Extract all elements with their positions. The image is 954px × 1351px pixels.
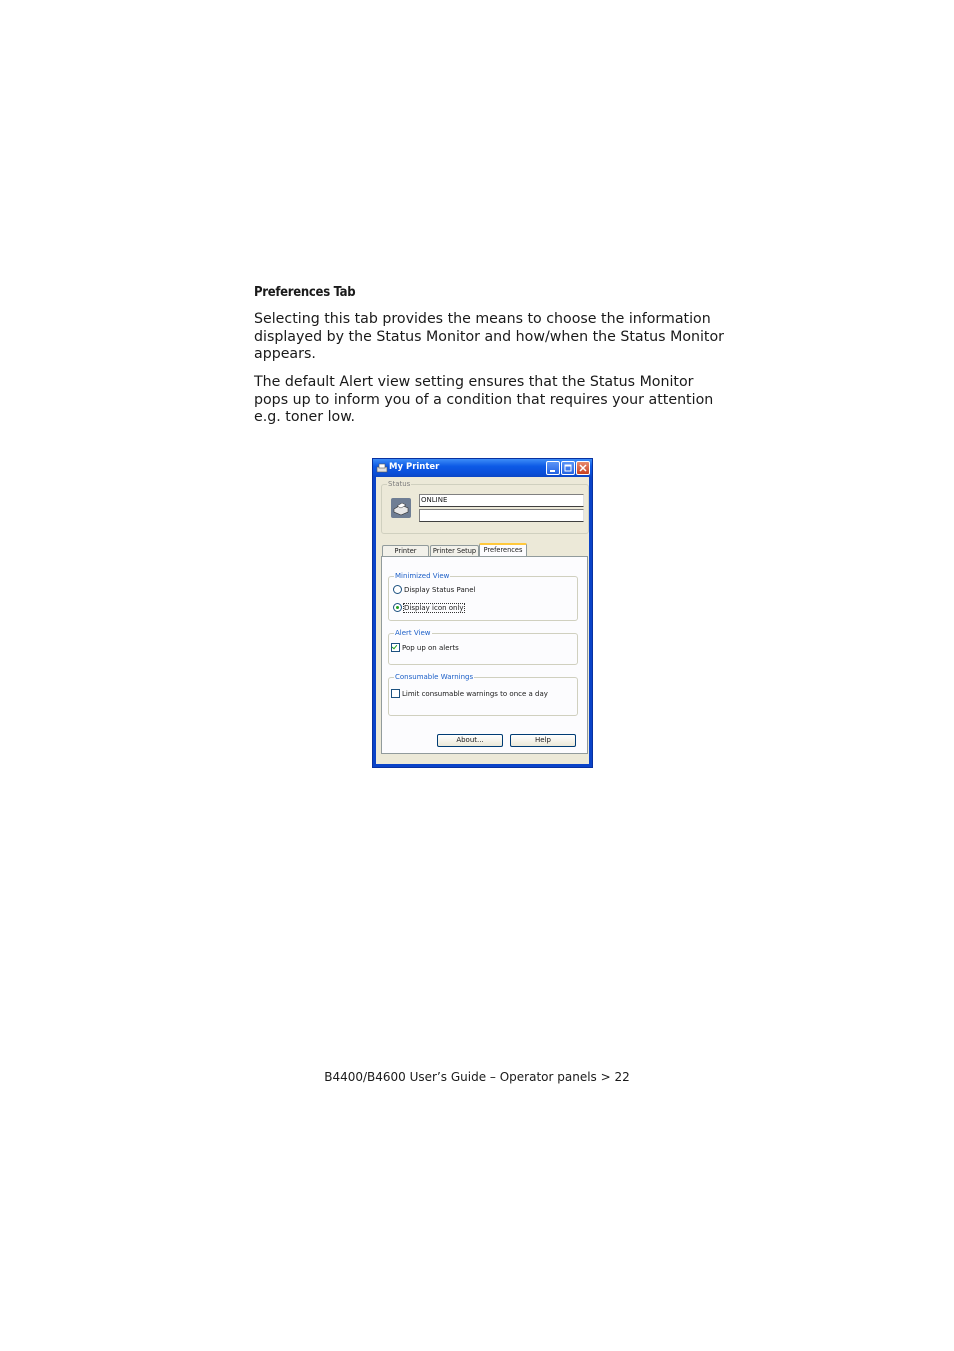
tab-preferences[interactable]: Preferences <box>479 543 527 557</box>
display-icon-only-option[interactable] <box>393 603 464 613</box>
alert-view-group <box>388 629 578 665</box>
status-group-label: Status <box>388 480 411 488</box>
close-icon <box>577 462 589 474</box>
radio-selected-icon[interactable] <box>393 603 402 612</box>
pop-up-on-alerts-option[interactable] <box>391 643 459 653</box>
minimize-icon <box>547 462 559 474</box>
consumable-warnings-group <box>388 673 578 716</box>
display-icon-only-label: Display icon only <box>404 604 464 612</box>
preferences-panel <box>381 556 588 754</box>
pop-up-on-alerts-label: Pop up on alerts <box>402 644 459 652</box>
window-client-area <box>376 477 589 764</box>
close-button[interactable] <box>576 461 590 475</box>
my-printer-window <box>372 458 593 768</box>
window-title: My Printer <box>389 462 440 472</box>
minimized-view-label: Minimized View <box>395 572 450 580</box>
printer-app-icon <box>376 462 388 474</box>
help-button[interactable]: Help <box>510 734 576 747</box>
status-text-line1: ONLINE <box>419 494 584 507</box>
checkbox-checked-icon[interactable] <box>391 643 400 652</box>
consumable-warnings-label: Consumable Warnings <box>395 673 474 681</box>
minimize-button[interactable] <box>546 461 560 475</box>
limit-warnings-option[interactable] <box>391 689 548 699</box>
tab-strip <box>382 543 592 557</box>
maximize-icon <box>562 462 574 474</box>
checkbox-unchecked-icon[interactable] <box>391 689 400 698</box>
radio-unselected-icon[interactable] <box>393 585 402 594</box>
maximize-button[interactable] <box>561 461 575 475</box>
title-bar[interactable] <box>373 459 592 477</box>
section-heading: Preferences Tab <box>254 285 356 300</box>
minimized-view-group <box>388 572 578 621</box>
status-group <box>381 480 589 534</box>
page-footer: B4400/B4600 User’s Guide – Operator panels > 22 <box>324 1070 630 1084</box>
printer-icon <box>390 497 412 519</box>
status-text-line2 <box>419 509 584 522</box>
display-status-panel-label: Display Status Panel <box>404 586 476 594</box>
about-button[interactable]: About... <box>437 734 503 747</box>
tab-printer-status[interactable]: Printer <box>382 545 429 556</box>
intro-paragraph: Selecting this tab provides the means to choose the information displayed by the Status Monitor and how/when the Status Monitor appears. <box>254 311 725 362</box>
display-status-panel-option[interactable] <box>393 585 475 595</box>
tab-printer-setup[interactable]: Printer Setup <box>430 545 479 556</box>
alert-paragraph: The default Alert view setting ensures that the Status Monitor pops up to inform you of a condition that requires your attention e.g. toner low. <box>254 374 714 425</box>
limit-warnings-label: Limit consumable warnings to once a day <box>402 690 548 698</box>
alert-view-label: Alert View <box>395 629 431 637</box>
